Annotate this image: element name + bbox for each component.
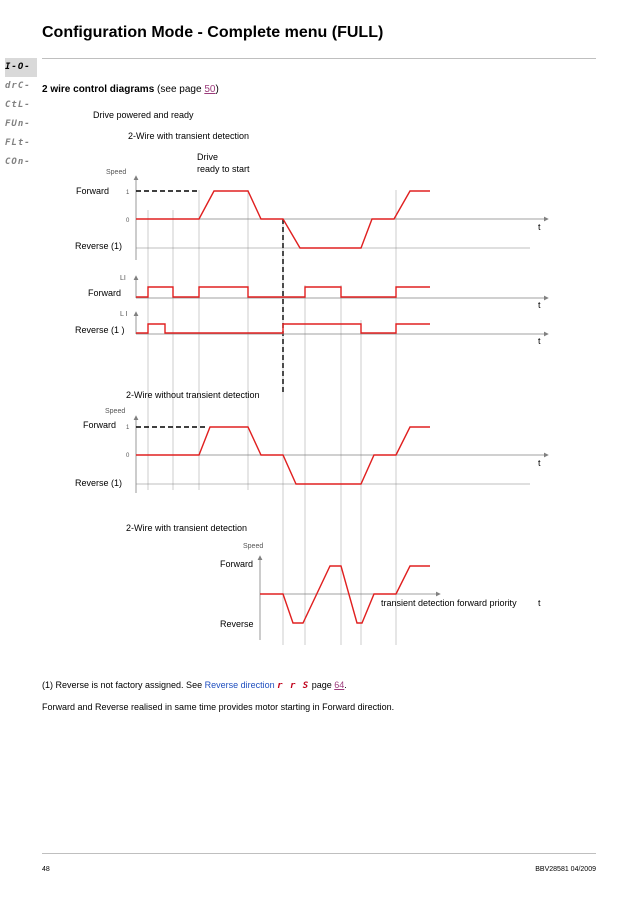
event-guides: [148, 190, 396, 645]
drive-ready-label-line1: Drive: [197, 152, 219, 162]
forward-label-2: Forward: [83, 420, 117, 430]
drive-ready-label-line2: ready to start: [197, 164, 250, 174]
time-label: t: [538, 222, 541, 232]
speed-trace-3: [260, 566, 430, 623]
time-label-li-reverse: t: [538, 336, 541, 346]
menu-item-drc[interactable]: drC-: [5, 81, 31, 91]
speed-axis-label-2: Speed: [105, 408, 126, 415]
block3-title: 2-Wire with transient detection: [126, 523, 248, 533]
page-number: 48: [42, 866, 50, 873]
tick-label-one-2: 1: [126, 425, 130, 431]
time-label-li-forward: t: [538, 300, 541, 310]
rrs-code: r r S: [277, 681, 310, 691]
block1-title: 2-Wire with transient detection: [128, 131, 250, 141]
reverse-li-label: Reverse (1 ): [75, 325, 125, 335]
section-heading-ref-open: (see page: [157, 84, 205, 95]
footnote-end: .: [344, 680, 347, 690]
reverse-label-2: Reverse (1): [75, 478, 123, 488]
footnote-reverse: [42, 680, 347, 691]
menu-item-fun[interactable]: FUn-: [5, 119, 31, 129]
time-label-3: t: [538, 598, 541, 608]
reverse-direction-link[interactable]: Reverse direction: [204, 680, 275, 690]
reverse-label: Reverse (1): [75, 241, 123, 251]
drive-powered-label: Drive powered and ready: [93, 110, 194, 120]
tick-label-zero: 0: [126, 218, 130, 224]
menu-item-io[interactable]: I-O-: [5, 58, 37, 77]
footnote-text: (1) Reverse is not factory assigned. See: [42, 680, 205, 690]
footer-divider: [42, 853, 596, 854]
li-reverse-trace: [136, 324, 430, 333]
menu-item-flt[interactable]: FLt-: [5, 138, 31, 148]
speed-axis-label: Speed: [106, 169, 127, 176]
block2-title: 2-Wire without transient detection: [126, 390, 260, 400]
tick-label-zero-2: 0: [126, 453, 130, 459]
page-64-link[interactable]: 64: [334, 680, 345, 690]
section-heading-ref-close: ): [215, 84, 219, 95]
document-reference: BBV28581 04/2009: [535, 866, 596, 873]
transient-label: transient detection forward priority: [381, 598, 517, 608]
speed-axis-label-3: Speed: [243, 543, 264, 550]
menu-item-con[interactable]: COn-: [5, 157, 31, 167]
forward-label-3: Forward: [220, 559, 254, 569]
reverse-label-3: Reverse: [220, 619, 254, 629]
tick-label-one: 1: [126, 190, 130, 196]
menu-item-ctl[interactable]: CtL-: [5, 100, 31, 110]
section-heading-title: 2 wire control diagrams: [42, 84, 155, 95]
forward-li-label: Forward: [88, 288, 122, 298]
page-50-link[interactable]: 50: [204, 84, 216, 95]
footnote-page-text: page: [309, 680, 335, 690]
li-label-reverse: L I: [120, 311, 128, 318]
li-label: LI: [120, 275, 126, 282]
page-title: Configuration Mode - Complete menu (FULL): [42, 24, 384, 41]
forward-reverse-note: Forward and Reverse realised in same time provides motor starting in Forward direction.: [42, 702, 395, 712]
time-label-2: t: [538, 458, 541, 468]
forward-label: Forward: [76, 186, 110, 196]
